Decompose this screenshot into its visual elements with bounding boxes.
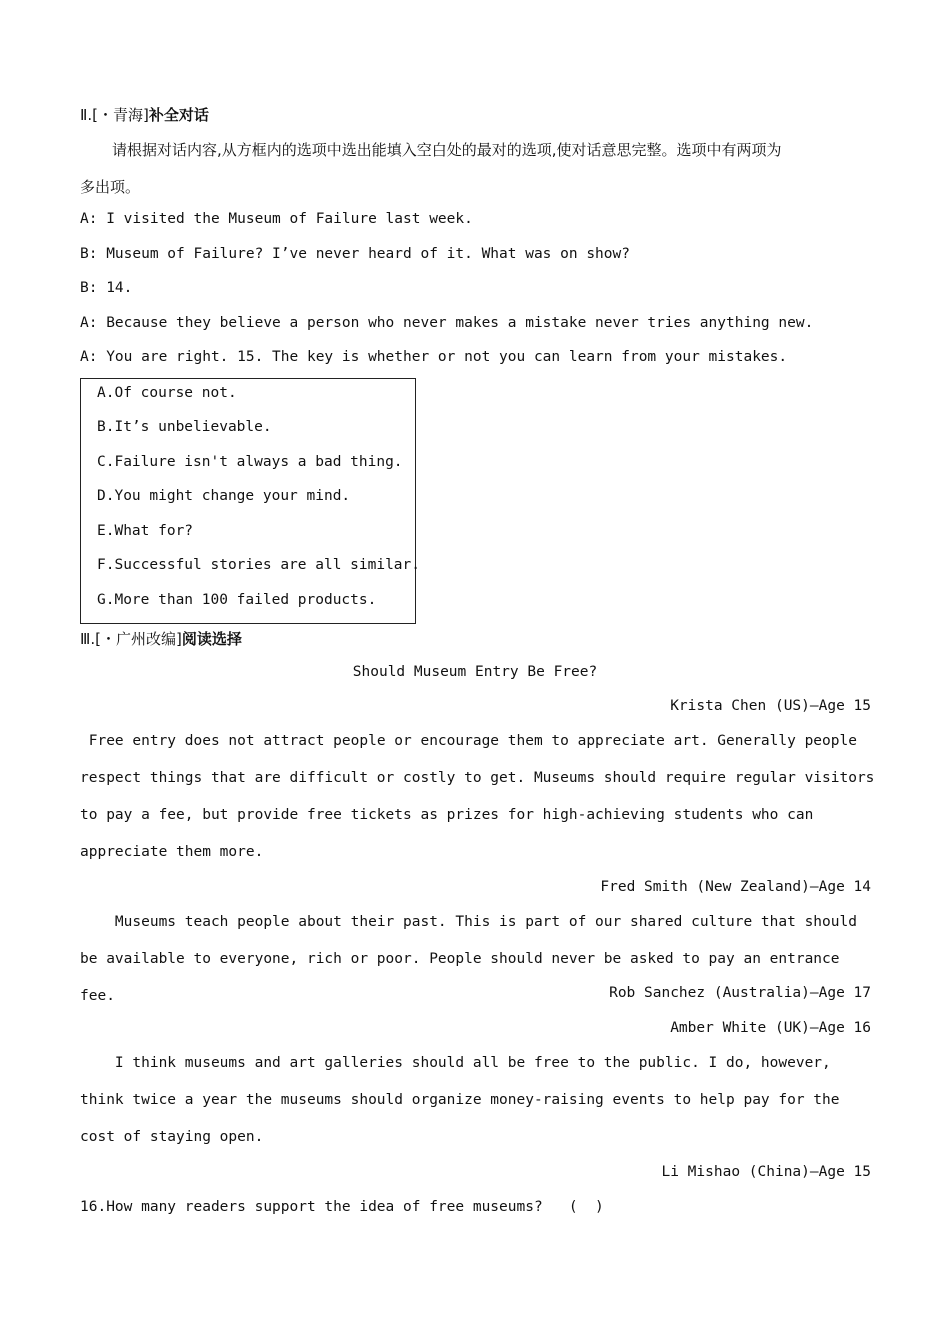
author-krista: Krista Chen (US)—Age 15 (670, 698, 871, 714)
author-amber: Amber White (UK)—Age 16 (670, 1020, 871, 1036)
section3-source: [・广州改编] (95, 630, 182, 648)
section3-roman: Ⅲ. (80, 630, 96, 648)
paragraph-2: Museums teach people about their past. This is part of our shared culture that should be available to everyone, rich or poor. People should never be asked to pay an entrance fee. (80, 914, 866, 1004)
dialogue-line: A: Because they believe a person who never makes a mistake never tries anything new. (80, 315, 814, 331)
option-f: F.Successful stories are all similar. (97, 557, 421, 573)
question-16: 16.How many readers support the idea of free museums? ( ) (80, 1199, 604, 1215)
section2-heading (80, 104, 209, 125)
section2-instruction-line2: 多出项。 (80, 178, 141, 196)
paragraph-1: Free entry does not attract people or encourage them to appreciate art. Generally people respect things that are difficult or costly to get. Museums should require regular visitors to pay a fee, but provide free tickets as prizes for high-achieving students who can appreciate them more. (80, 733, 884, 860)
option-g: G.More than 100 failed products. (97, 592, 377, 608)
section2-title: 补全对话 (148, 106, 209, 124)
dialogue-line: A: I visited the Museum of Failure last week. (80, 211, 473, 227)
section2-roman: Ⅱ. (80, 106, 93, 124)
author-li: Li Mishao (China)—Age 15 (661, 1164, 871, 1180)
option-b: B.It’s unbelievable. (97, 419, 272, 435)
section3-title: 阅读选择 (181, 630, 242, 648)
author-fred: Fred Smith (New Zealand)—Age 14 (600, 879, 871, 895)
dialogue-line: B: Museum of Failure? I’ve never heard of it. What was on show? (80, 246, 630, 262)
option-a: A.Of course not. (97, 385, 237, 401)
paragraph-3: I think museums and art galleries should all be free to the public. I do, however, think twice a year the museums should organize money-raising events to help pay for the cost of staying open. (80, 1055, 849, 1145)
options-box (80, 378, 421, 624)
option-d: D.You might change your mind. (97, 488, 351, 504)
section2-source: [・青海] (92, 106, 149, 124)
dialogue-line: A: You are right. 15. The key is whether or not you can learn from your mistakes. (80, 349, 788, 365)
option-e: E.What for? (97, 523, 194, 539)
dialogue-line: B: 14. (80, 280, 133, 296)
section3-heading (80, 628, 242, 649)
author-rob: Rob Sanchez (Australia)—Age 17 (609, 985, 871, 1001)
article-title: Should Museum Entry Be Free? (352, 664, 598, 680)
section2-instruction-line1: 请根据对话内容,从方框内的选项中选出能填入空白处的最对的选项,使对话意思完整。选项中有两项为 (112, 141, 782, 159)
option-c: C.Failure isn't always a bad thing. (97, 454, 403, 470)
